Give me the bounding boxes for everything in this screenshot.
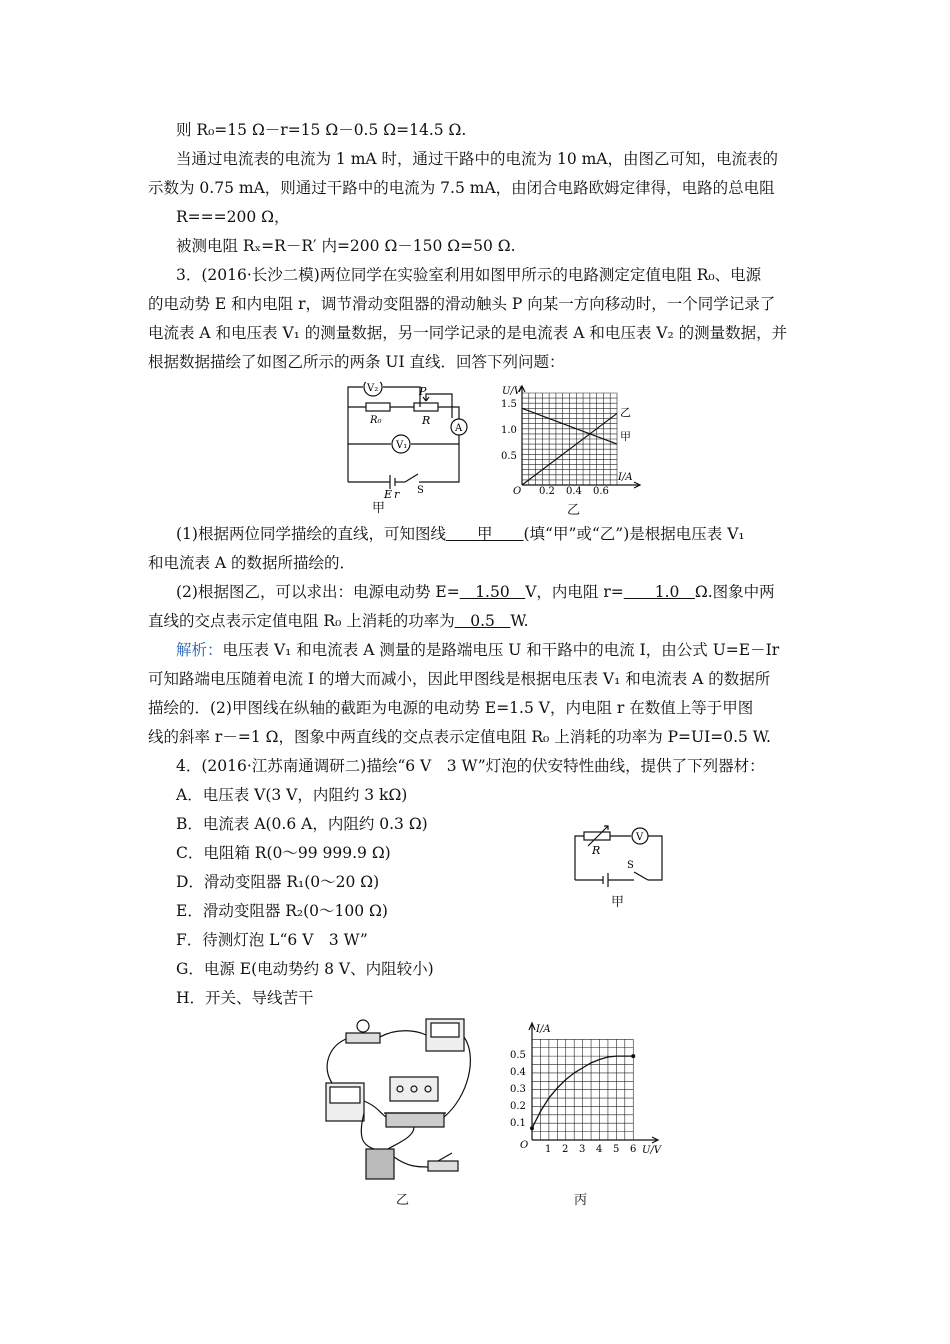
- option-e: E．滑动变阻器 R₂(0～100 Ω): [176, 902, 388, 920]
- x-tick: 0.2: [539, 486, 555, 497]
- text-line: R===200 Ω，: [176, 208, 290, 226]
- figure-caption: 乙: [567, 503, 581, 518]
- option-d: D．滑动变阻器 R₁(0～20 Ω): [176, 873, 380, 891]
- data-point: [631, 1054, 635, 1058]
- line-label-yi: 乙: [620, 406, 631, 419]
- text: (1)根据两位同学描绘的直线，可知图线: [176, 525, 446, 543]
- lamp-holder-icon: [346, 1033, 380, 1043]
- y-tick: 1.0: [501, 425, 517, 436]
- x-tick: 2: [562, 1144, 569, 1155]
- text: 直线的交点表示定值电阻 R₀ 上消耗的功率为: [148, 612, 455, 630]
- answer-blank: 0.5: [454, 612, 511, 630]
- question-4: 4．(2016·江苏南通调研二)描绘“6 V 3 W”灯泡的伏安特性曲线，提供了下列器材：: [176, 757, 765, 775]
- figure-caption: 甲: [372, 501, 386, 516]
- e-label: E: [384, 488, 393, 501]
- option-a: A．电压表 V(3 V，内阻约 3 kΩ): [176, 786, 408, 804]
- circuit-diagram-jia: [340, 382, 480, 512]
- text-line: 被测电阻 Rₓ=R－R′ 内=200 Ω－150 Ω=50 Ω.: [176, 237, 516, 255]
- r-label: R: [592, 844, 601, 857]
- line-label-jia: 甲: [620, 430, 631, 443]
- option-h: H．开关、导线苦干: [176, 989, 314, 1007]
- figure-caption: 甲: [611, 895, 625, 910]
- y-axis-label: U/V: [502, 386, 522, 397]
- option-f: F．待测灯泡 L“6 V 3 W”: [176, 931, 368, 949]
- x-tick: 6: [630, 1144, 637, 1155]
- text-line: 线的斜率 r－=1 Ω，图象中两直线的交点表示定值电阻 R₀ 上消耗的功率为 P=UI=0.5 W.: [148, 728, 771, 746]
- option-b: B．电流表 A(0.6 A，内阻约 0.3 Ω): [176, 815, 428, 833]
- bulb-icon: [357, 1020, 369, 1032]
- question-3-2: [176, 581, 775, 603]
- x-axis-label: I/A: [618, 472, 633, 483]
- analysis: [176, 639, 779, 661]
- a-label: A: [455, 423, 463, 434]
- circuit-diagram-jia-2: [570, 822, 670, 887]
- text-line: 示数为 0.75 mA，则通过干路中的电流为 7.5 mA，由闭合电路欧姆定律得，电路的总电阻: [148, 179, 775, 197]
- question-3: 3．(2016·长沙二模)两位同学在实验室利用如图甲所示的电路测定定值电阻 R₀、电源: [176, 266, 762, 284]
- question-3-1: [176, 523, 745, 545]
- text: (填“甲”或“乙”)是根据电压表 V₁: [523, 525, 745, 543]
- v1-label: V₁: [396, 440, 408, 451]
- rheostat-icon: [386, 1113, 444, 1127]
- text-line: 电流表 A 和电压表 V₁ 的测量数据，另一同学记录的是电流表 A 和电压表 V₂ 的测量数据，并: [148, 324, 788, 342]
- x-tick: 0.4: [566, 486, 582, 497]
- text: W.: [510, 612, 529, 630]
- r-internal-label: r: [394, 488, 400, 501]
- text-line: 和电流表 A 的数据所描绘的．: [148, 554, 356, 572]
- figure-caption: 丙: [574, 1193, 588, 1208]
- origin-label: O: [520, 1140, 529, 1151]
- option-c: C．电阻箱 R(0～99 999.9 Ω): [176, 844, 391, 862]
- y-tick: 0.5: [510, 1050, 526, 1061]
- text-line: 描绘的．(2)甲图线在纵轴的截距为电源的电动势 E=1.5 V，内电阻 r 在数值上等于甲图: [148, 699, 754, 717]
- y-tick: 1.5: [501, 399, 517, 410]
- text: Ω.图象中两: [694, 583, 775, 601]
- answer-blank: 甲: [445, 525, 524, 543]
- text-line: 当通过电流表的电流为 1 mA 时，通过干路中的电流为 10 mA，由图乙可知，电流表的: [176, 150, 779, 168]
- y-tick: 0.3: [510, 1084, 526, 1095]
- text-line: [148, 610, 529, 632]
- x-tick: 0.6: [593, 486, 609, 497]
- text-line: 可知路端电压随着电流 I 的增大而减小，因此甲图线是根据电压表 V₁ 和电流表 A 的数据所: [148, 670, 771, 688]
- r0-label: R₀: [370, 415, 382, 426]
- switch-label: S: [417, 485, 424, 496]
- text-line: 则 R₀=15 Ω－r=15 Ω－0.5 Ω=14.5 Ω.: [176, 121, 467, 139]
- analysis-label: 解析：: [176, 641, 223, 659]
- text: 电压表 V₁ 和电流表 A 测量的是路端电压 U 和干路中的电流 I，由公式 U=E－Ir: [222, 641, 780, 659]
- text-line: 根据数据描绘了如图乙所示的两条 UI 直线．回答下列问题：: [148, 353, 565, 371]
- x-tick: 3: [579, 1144, 586, 1155]
- battery-icon: [366, 1149, 394, 1179]
- p-label: P: [419, 385, 427, 398]
- r-label: R: [422, 414, 431, 427]
- figure-caption: 乙: [396, 1193, 410, 1208]
- y-axis-label: I/A: [536, 1024, 551, 1035]
- x-axis-label: U/V: [642, 1145, 662, 1156]
- text: (2)根据图乙，可以求出：电源电动势 E=: [176, 583, 460, 601]
- origin-label: O: [513, 486, 522, 497]
- y-tick: 0.2: [510, 1101, 526, 1112]
- iu-graph-bing: [506, 1020, 666, 1160]
- data-point: [530, 1126, 534, 1130]
- y-tick: 0.1: [510, 1118, 526, 1129]
- ui-graph-yi: [500, 382, 650, 497]
- answer-blank: 1.50: [459, 583, 526, 601]
- apparatus-photo-yi: [318, 1017, 488, 1189]
- v-label: V: [636, 832, 644, 843]
- switch-label: S: [627, 860, 634, 871]
- option-g: G．电源 E(电动势约 8 V、内阻较小): [176, 960, 434, 978]
- x-tick: 1: [545, 1144, 552, 1155]
- answer-blank: 1.0: [623, 583, 695, 601]
- x-tick: 5: [613, 1144, 620, 1155]
- y-tick: 0.5: [501, 451, 517, 462]
- switch-icon: [428, 1161, 458, 1171]
- text: V，内电阻 r=: [525, 583, 624, 601]
- y-tick: 0.4: [510, 1067, 526, 1078]
- v2-label: V₂: [367, 383, 379, 394]
- x-tick: 4: [596, 1144, 603, 1155]
- text-line: 的电动势 E 和内电阻 r，调节滑动变阻器的滑动触头 P 向某一方向移动时，一个同学记录了: [148, 295, 776, 313]
